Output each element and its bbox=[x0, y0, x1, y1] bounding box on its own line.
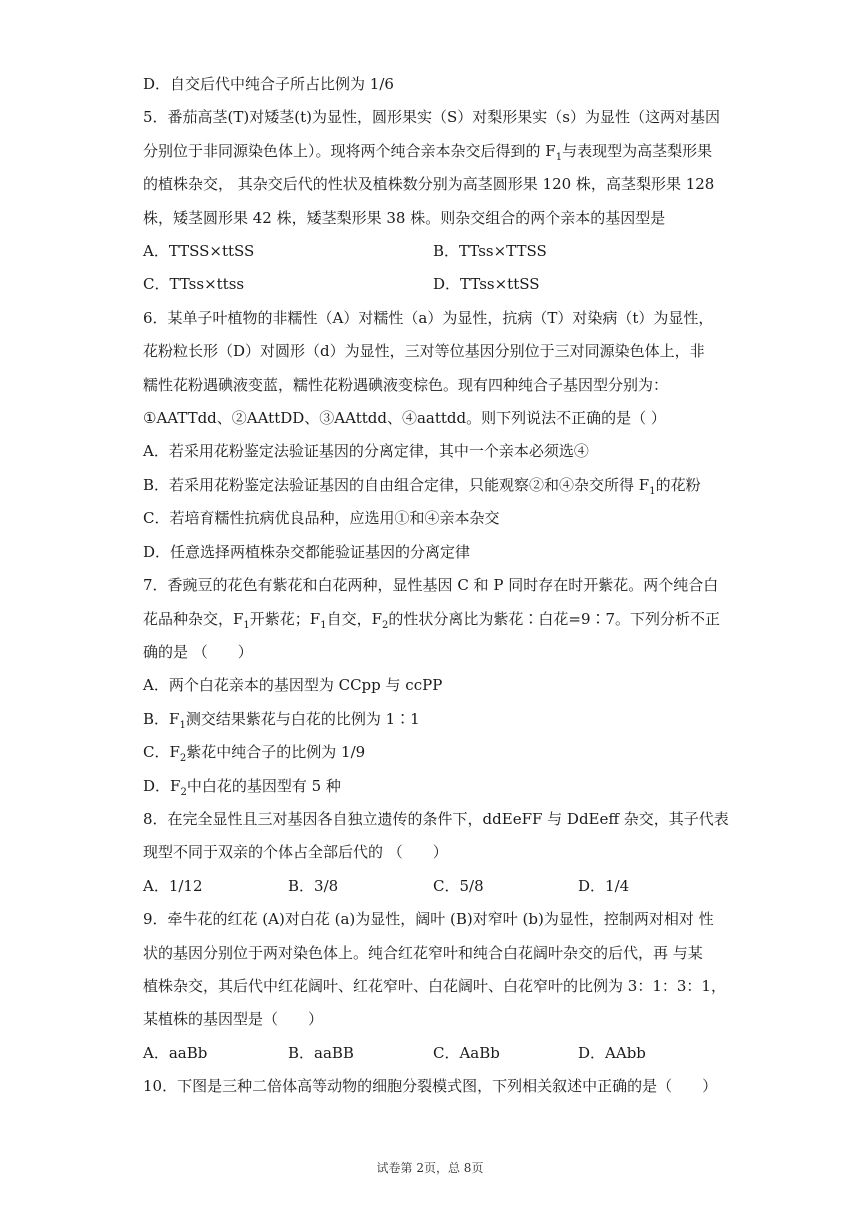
q8-options-row bbox=[143, 870, 723, 903]
q5-option-b: B．TTss×TTSS bbox=[433, 242, 547, 261]
q6-option-c: C．若培育糯性抗病优良品种，应选用①和④亲本杂交 bbox=[143, 509, 500, 528]
q6-option-a: A．若采用花粉鉴定法验证基因的分离定律，其中一个亲本必须选④ bbox=[143, 442, 589, 461]
question-9 bbox=[143, 903, 726, 1070]
q6-stem-line: 花粉粒长形（D）对圆形（d）为显性，三对等位基因分别位于三对同源染色体上，非 bbox=[143, 342, 705, 361]
q5-stem-line: 分别位于非同源染色体上）。现将两个纯合亲本杂交后得到的 $F_1$与表现型为高茎梨形果 bbox=[143, 141, 713, 163]
question-6 bbox=[143, 302, 723, 569]
q6-option-d: D．任意选择两植株杂交都能验证基因的分离定律 bbox=[143, 542, 471, 561]
q7-option-a: A．两个白花亲本的基因型为 CCpp 与 ccPP bbox=[143, 676, 443, 695]
q8-option-d: D．1/4 bbox=[578, 876, 630, 895]
q9-stem-line: 状的基因分别位于两对染色体上。纯合红花窄叶和纯合白花阔叶杂交的后代，再 与某 bbox=[143, 943, 703, 962]
q8-stem-line: 8．在完全显性且三对基因各自独立遗传的条件下，ddEeFF 与 DdEeff 杂交，其子代表 bbox=[143, 809, 729, 828]
q7-stem-line: 7．香豌豆的花色有紫花和白花两种，显性基因 C 和 P 同时存在时开紫花。两个纯合白 bbox=[143, 576, 719, 595]
q5-option-a: A．TTSS×ttSS bbox=[143, 242, 255, 261]
q5-stem-line: 的植株杂交， 其杂交后代的性状及植株数分别为高茎圆形果 120 株，高茎梨形果 128 bbox=[143, 175, 715, 194]
q8-option-b: B．3/8 bbox=[288, 876, 339, 895]
q9-stem-line: 9．牵牛花的红花 (A)对白花 (a)为显性，阔叶 (B)对窄叶 (b)为显性，控制两对相对 性 bbox=[143, 910, 714, 929]
q5-options-row bbox=[143, 268, 723, 301]
q8-option-a: A．1/12 bbox=[143, 876, 203, 895]
q5-option-d: D．TTss×ttSS bbox=[433, 275, 540, 294]
q5-option-c: C．TTss×ttss bbox=[143, 275, 245, 294]
q5-stem-line: 5．番茄高茎(T)对矮茎(t)为显性，圆形果实（S）对梨形果实（s）为显性（这两对基因 bbox=[143, 108, 720, 127]
q4-option-d: D．自交后代中纯合子所占比例为 1/6 bbox=[143, 75, 394, 93]
q5-options-row bbox=[143, 235, 723, 268]
q7-stem-line: 确的是 （ ） bbox=[143, 642, 253, 661]
q7-option-c: C．$F_2$紫花中纯合子的比例为 1/9 bbox=[143, 743, 366, 765]
q7-stem-line: 花品种杂交，$F_1$开紫花；$F_1$自交，$F_2$的性状分离比为紫花∶白花=9∶7。下列分析不正 bbox=[143, 609, 721, 631]
question-7 bbox=[143, 569, 723, 803]
q9-stem-line: 某植株的基因型是（ ） bbox=[143, 1010, 324, 1029]
question-8 bbox=[143, 803, 729, 903]
question-content bbox=[143, 68, 729, 1104]
page-footer: 试卷第 2页，总 8页 bbox=[376, 1161, 484, 1175]
q10-stem-line: 10．下图是三种二倍体高等动物的细胞分裂模式图，下列相关叙述中正确的是（ ） bbox=[143, 1077, 718, 1096]
q6-stem-line: 6．某单子叶植物的非糯性（A）对糯性（a）为显性，抗病（T）对染病（t）为显性， bbox=[143, 308, 714, 327]
q9-option-a: A．aaBb bbox=[143, 1043, 208, 1062]
q8-stem-line: 现型不同于双亲的个体占全部后代的 （ ） bbox=[143, 843, 448, 862]
q6-stem-line: 糯性花粉遇碘液变蓝，糯性花粉遇碘液变棕色。现有四种纯合子基因型分别为： bbox=[143, 375, 669, 394]
q7-option-b: B．$F_1$测交结果紫花与白花的比例为 1∶1 bbox=[143, 709, 420, 731]
q7-option-d: D．$F_2$中白花的基因型有 5 种 bbox=[143, 776, 341, 798]
q9-stem-line: 植株杂交，其后代中红花阔叶、红花窄叶、白花阔叶、白花窄叶的比例为 3：1：3：1， bbox=[143, 976, 726, 995]
q9-option-b: B．aaBB bbox=[288, 1043, 354, 1062]
question-5 bbox=[143, 101, 723, 301]
q9-options-row bbox=[143, 1037, 723, 1070]
q9-option-d: D．AAbb bbox=[578, 1043, 646, 1062]
q5-stem-line: 株，矮茎圆形果 42 株，矮茎梨形果 38 株。则杂交组合的两个亲本的基因型是 bbox=[143, 208, 666, 227]
q8-option-c: C．5/8 bbox=[433, 876, 484, 895]
q6-option-b: B．若采用花粉鉴定法验证基因的自由组合定律，只能观察②和④杂交所得 $F_1$的花粉 bbox=[143, 475, 701, 497]
q9-option-c: C．AaBb bbox=[433, 1043, 500, 1062]
q6-stem-line: ①AATTdd、②AAttDD、③AAttdd、④aattdd。则下列说法不正确的是（ ） bbox=[143, 409, 666, 428]
